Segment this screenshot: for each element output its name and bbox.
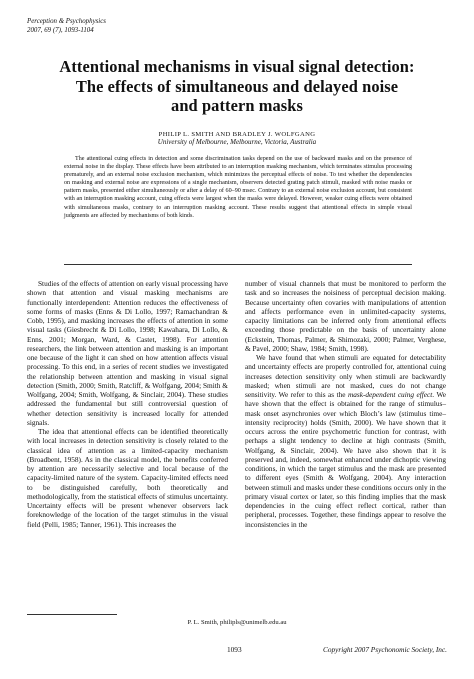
body-text: . We have shown that the effect is obtained for the range of stimulus–mask onset asynchronies over which Bloch’s law (stimulus time–intensity reciprocity) holds (Smith, 2000). We have shown that it occurs across the entire psychometric function for contrast, with perhaps a slight tendency to decline at high contrasts (Smith, Wolfgang, & Sinclair, 2004). We have also shown that it is preserved and, indeed, somewhat enhanced under dichoptic viewing conditions, in which the target stimulus and the mask are presented to different eyes (Smith & Wolfgang, 2004). Any interaction between stimuli and masks under these conditions occurs only in the primary visual cortex or later, so this finding implies that the mask dependencies in the cuing effect reflect cortical, rather than peripheral, processes. Together, these findings appear to resolve the inconsistencies in the (245, 390, 446, 529)
title-line: and pattern masks (171, 96, 303, 116)
journal-name: Perception & Psychophysics (27, 18, 106, 25)
page-number: 1093 (227, 645, 242, 654)
body-column-left (27, 279, 228, 529)
title-line: The effects of simultaneous and delayed noise (75, 76, 399, 96)
footnote-divider (27, 614, 117, 615)
journal-header (27, 17, 106, 35)
body-column-right (245, 279, 446, 529)
body-text: We have found that when stimuli are equated for detectability and uncertainty effects are properly controlled for, attentional cuing increases detection sensitivity only when stimuli are backwardly masked; when stimuli are not masked, cues do not change sensitivity. We refer to this as the (245, 353, 446, 399)
body-paragraph: Studies of the effects of attention on early visual processing have shown that attention and visual masking mechanisms are functionally interdependent: Attention reduces the effectiveness of some forms of masks (Enns & Di Lollo, 1997; Ramachandran & Cobb, 1995), and masking increases the effects of attention in some visual tasks (Giesbrecht & Di Lollo, 1998; Kawahara, Di Lollo, & Enns, 2001; Morgan, Ward, & Castet, 1998). For attention researchers, the link between attention and masking is an important one because of the light it can shed on how attention affects visual processing. To this end, in a series of recent studies we investigated the relationship between attention and masking in visual signal detection (Smith, 2000; Smith, Ratcliff, & Wolfgang, 2004; Smith & Wolfgang, 2004; Smith, Wolfgang, & Sinclair, 2004). These studies addressed the fundamental but still controversial question of whether detection sensitivity is increased locally for attended signals. (27, 279, 228, 427)
body-paragraph: number of visual channels that must be monitored to perform the task and so increases the noisiness of perceptual decision making. Because uncertainty often covaries with manipulations of attention and affects performance even in unlimited-capacity systems, capacity limitations can be inferred only from attentional effects exceeding those predictable on the basis of uncertainty alone (Eckstein, Thomas, Palmer, & Shimozaki, 2000; Palmer, Verghese, & Pavel, 2000; Shaw, 1984; Smith, 1998). (245, 279, 446, 353)
body-paragraph: The idea that attentional effects can be identified theoretically with local increases in detection sensitivity is closely related to the classical idea of attention as a limited-capacity mechanism (Broadbent, 1958). As in the classical model, the benefits conferred by attention are necessarily selective and local because of the capacity-limited nature of the system. Capacity-limited effects need to be distinguished carefully, both theoretically and methodologically, from the statistical effects of stimulus uncertainty. Uncertainty effects will be present whenever observers lack foreknowledge of the location of the target stimulus in the visual field (Pelli, 1985; Tanner, 1961). This increases the (27, 427, 228, 529)
abstract: The attentional cuing effects in detection and some discrimination tasks depend on the use of backward masks and on the presence of external noise in the display. These effects have been attributed to an interruption masking mechanism, which terminates stimulus processing prematurely, and an external noise exclusion mechanism, which minimizes the perceptual effects of noise. To test whether the dependencies on masking and external noise are expressions of a single mechanism, observers detected grating patch stimuli, masked with noise masks or pattern masks, presented either simultaneously or after a delay of 60–90 msec. Contrary to an external noise exclusion account, but consistent with an interruption masking account, cuing effects were largest when the masks were delayed. However, weaker cuing effects were obtained with simultaneous masks, contrary to an interruption masking account. These results suggest that attentional effects in simple visual judgments are affected by mechanisms of both kinds. (64, 156, 412, 219)
title-line: Attentional mechanisms in visual signal detection: (59, 57, 415, 76)
journal-citation: 2007, 69 (7), 1093-1104 (27, 27, 94, 34)
article-title (30, 57, 444, 116)
correspondence-note: P. L. Smith, philipls@unimelb.edu.au (187, 619, 287, 626)
authors: PHILIP L. SMITH AND BRADLEY J. WOLFGANG (158, 131, 316, 138)
emphasis-term: mask-dependent cuing effect (347, 390, 433, 399)
body-paragraph (245, 353, 446, 529)
affiliation: University of Melbourne, Melbourne, Victoria, Australia (157, 138, 317, 146)
abstract-divider (64, 264, 412, 265)
copyright-notice: Copyright 2007 Psychonomic Society, Inc. (322, 645, 447, 654)
